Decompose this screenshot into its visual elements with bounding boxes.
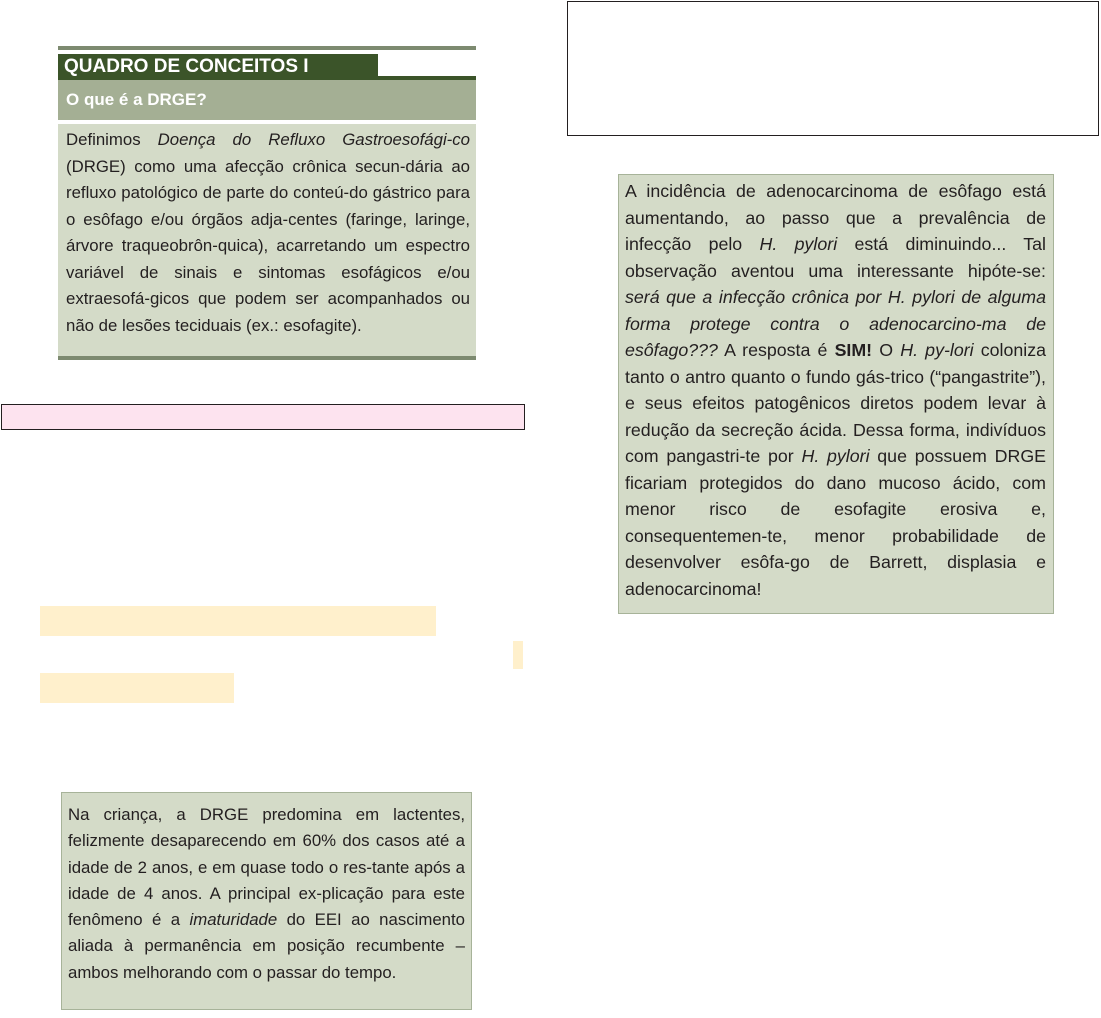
concept-box-title: QUADRO DE CONCEITOS I (58, 54, 378, 80)
yellow-highlight (40, 606, 436, 636)
note-text: O (872, 340, 901, 360)
empty-frame (567, 1, 1099, 136)
note-text: coloniza tanto o antro quanto o fundo gás-trico (“pangastrite”), e seus efeitos patogênicos diretos podem levar à redução da secreção ácida. Dessa forma, indivíduos com pangastri-te por (625, 340, 1047, 466)
note-italic: será que a infecção crônica por H. pylori de alguma forma protege contra o adenocarcino-ma de esôfago??? (625, 287, 1046, 360)
note-text: do EEI ao nascimento aliada à permanência em posição recumbente – ambos melhorando com o passar do tempo. (68, 910, 465, 982)
side-note-children (61, 792, 472, 1010)
note-text: que possuem DRGE ficariam protegidos do dano mucoso ácido, com menor risco de esofagite erosiva e, consequentemen-te, menor probabilidade de desenvolver esôfa-go de Barrett, displasia e adenocarcinoma! (625, 446, 1047, 599)
note-text: A resposta é (717, 340, 835, 360)
concept-box (58, 46, 476, 362)
concept-box-bottom-rule (58, 356, 476, 360)
concept-box-top-rule (58, 46, 476, 50)
yellow-highlight (40, 673, 234, 703)
side-note-hpylori (618, 174, 1054, 614)
note-bold: SIM! (834, 340, 873, 360)
note-text: Na criança, a DRGE predomina em lactentes, felizmente desaparecendo em 60% dos casos até a idade de 2 anos, e em quase todo o res-tante após a idade de 4 anos. A principal ex-plicação para este fenômeno é a (68, 805, 465, 930)
concept-box-subtitle: O que é a DRGE? (58, 80, 476, 120)
note-text: A incidência de adenocarcinoma de esôfago está aumentando, ao passo que a prevalência de infecção pelo (625, 181, 1046, 254)
note-italic: H. pylori (801, 446, 870, 466)
body-text: (DRGE) como uma afecção crônica secun-dária ao refluxo patológico de parte do conteú-do gástrico para o esôfago e/ou órgãos adja-centes (faringe, laringe, árvore traqueobrôn-quica), acarretando um espectro variável de sinais e sintomas esofágicos e/ou extraesofá-gicos que podem ser acompanhados ou não de lesões teciduais (ex.: esofagite). (66, 156, 470, 335)
yellow-highlight (513, 641, 523, 669)
concept-box-body (58, 124, 476, 356)
note-italic: imaturidade (189, 910, 278, 930)
note-italic: H. pylori (759, 234, 838, 254)
note-italic: H. py-lori (900, 340, 974, 360)
body-term: Doença do Refluxo Gastroesofági-co (157, 130, 470, 149)
pink-highlight-bar (1, 404, 525, 430)
note-text: está diminuindo... Tal observação aventou uma interessante hipóte-se: (625, 234, 1047, 281)
body-text: Definimos (66, 130, 158, 149)
